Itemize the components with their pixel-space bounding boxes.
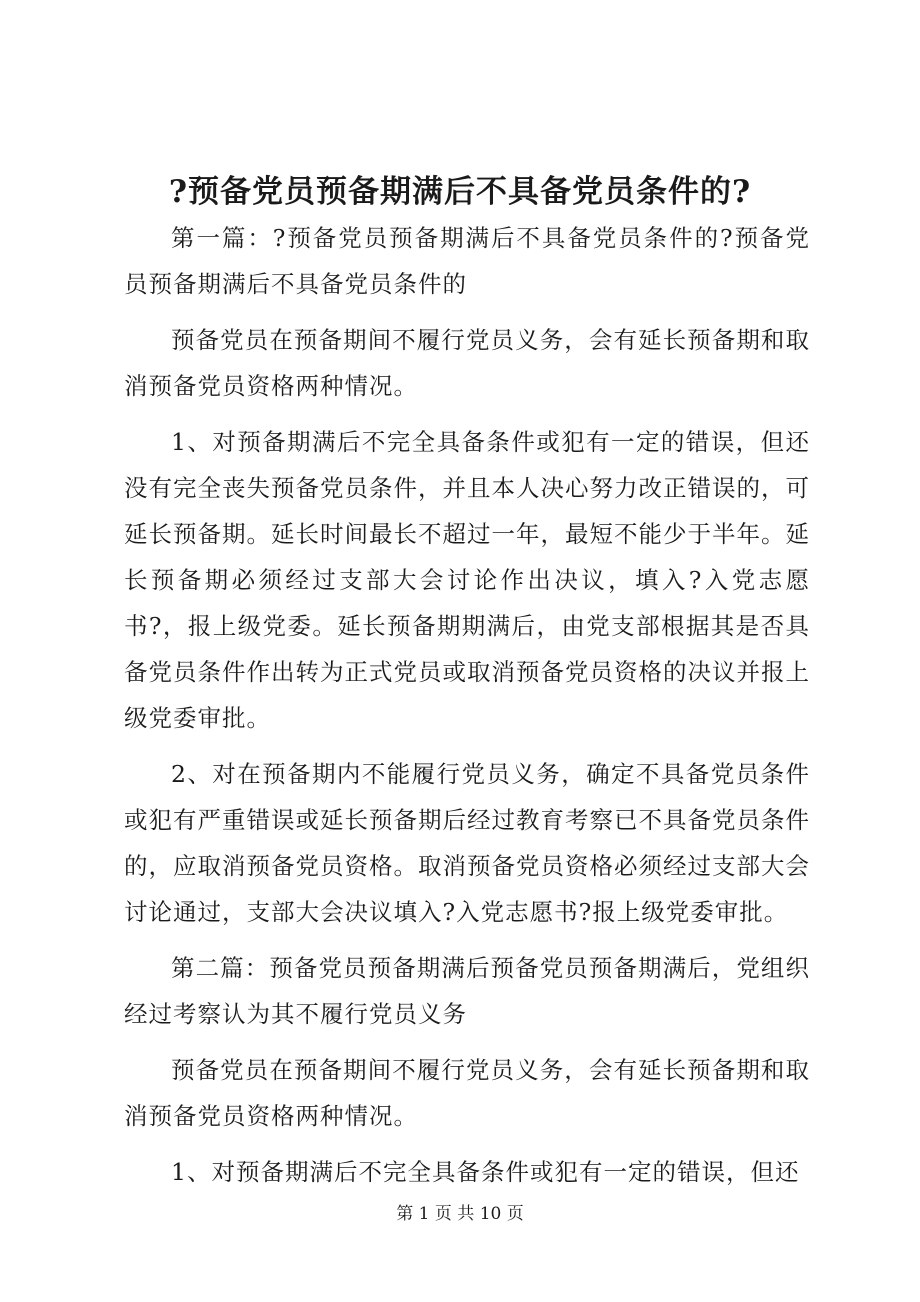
- document-body: [124, 215, 810, 1205]
- paragraph-7: 1、对预备期满后不完全具备条件或犯有一定的错误，但还: [171, 1158, 800, 1186]
- paragraph-6: 预备党员在预备期间不履行党员义务，会有延长预备期和取消预备党员资格两种情况。: [124, 1056, 810, 1130]
- paragraph-2: 预备党员在预备期间不履行党员义务，会有延长预备期和取消预备党员资格两种情况。: [124, 326, 810, 400]
- paragraph-1: 第一篇：?预备党员预备期满后不具备党员条件的?预备党员预备期满后不具备党员条件的: [124, 224, 810, 298]
- paragraph-4: 2、对在预备期内不能履行党员义务，确定不具备党员条件或犯有严重错误或延长预备期后经过教育考察已不具备党员条件的，应取消预备党员资格。取消预备党员资格必须经过支部大会讨论通过，支部大会决议填入?入党志愿书?报上级党委审批。: [124, 760, 810, 926]
- page-footer: 第 1 页 共 10 页: [396, 1204, 524, 1224]
- paragraph-3: 1、对预备期满后不完全具备条件或犯有一定的错误，但还没有完全丧失预备党员条件，并且本人决心努力改正错误的，可延长预备期。延长时间最长不超过一年，最短不能少于半年。延长预备期必须经过支部大会讨论作出决议，填入?入党志愿书?，报上级党委。延长预备期期满后，由党支部根据其是否具备党员条件作出转为正式党员或取消预备党员资格的决议并报上级党委审批。: [124, 428, 810, 732]
- paragraph-5: 第二篇：预备党员预备期满后预备党员预备期满后，党组织经过考察认为其不履行党员义务: [124, 954, 810, 1028]
- document-title: ?预备党员预备期满后不具备党员条件的?: [168, 174, 752, 210]
